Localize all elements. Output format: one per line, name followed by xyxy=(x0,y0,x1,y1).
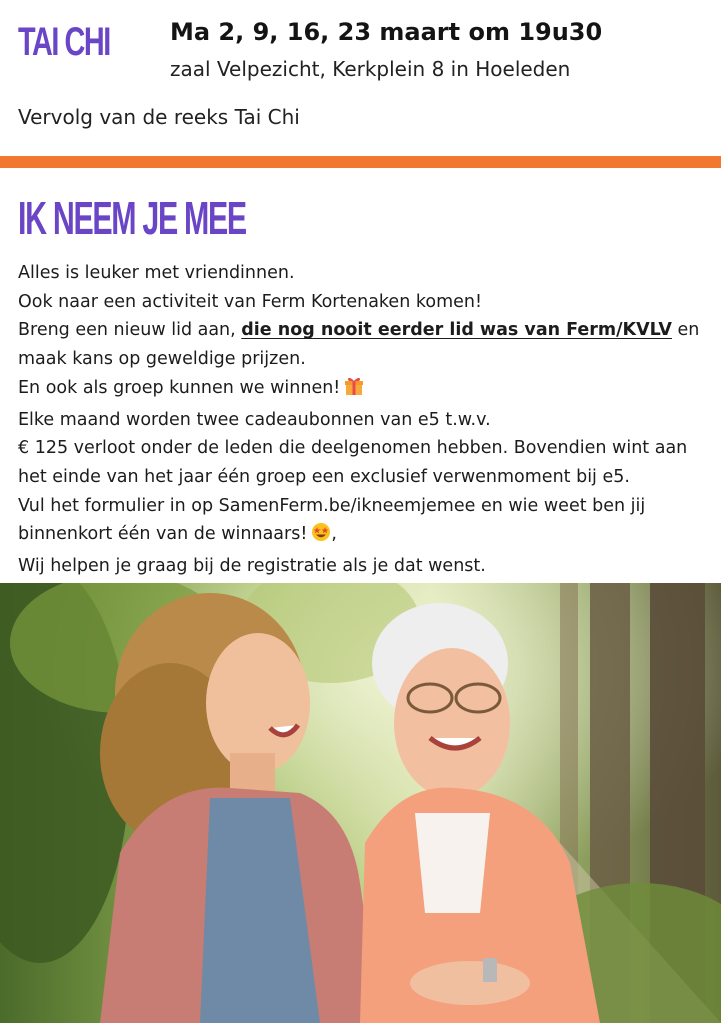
body-line: maak kans op geweldige prijzen. xyxy=(18,349,306,370)
two-women-photo xyxy=(0,583,721,1023)
ikneem-title: IK NEEM JE MEE xyxy=(18,192,246,244)
taichi-dates: Ma 2, 9, 16, 23 maart om 19u30 xyxy=(170,18,603,46)
body-line: het einde van het jaar één groep een exclusief verwenmoment bij e5. xyxy=(18,466,630,487)
body-line xyxy=(18,520,713,552)
body-text-segment: En ook als groep kunnen we winnen! xyxy=(18,377,341,398)
body-line: Ook naar een activiteit van Ferm Kortenaken komen! xyxy=(18,291,482,312)
star-struck-emoji-icon xyxy=(311,522,331,552)
ikneem-body xyxy=(18,259,713,581)
body-line xyxy=(18,374,713,406)
taichi-title: TAI CHI xyxy=(18,20,110,64)
body-line: Elke maand worden twee cadeaubonnen van e5 t.w.v. xyxy=(18,409,491,430)
gift-icon xyxy=(344,376,364,406)
new-member-condition: die nog nooit eerder lid was van Ferm/KVLV xyxy=(241,320,672,341)
taichi-location: zaal Velpezicht, Kerkplein 8 in Hoeleden xyxy=(170,57,571,81)
body-line: Vul het formulier in op SamenFerm.be/ikneemjemee en wie weet ben jij xyxy=(18,495,646,516)
body-line xyxy=(18,316,713,345)
body-line: Wij helpen je graag bij de registratie als je dat wenst. xyxy=(18,556,486,577)
body-text-segment: Breng een nieuw lid aan, xyxy=(18,320,242,341)
taichi-description: Vervolg van de reeks Tai Chi xyxy=(18,105,300,129)
orange-divider xyxy=(0,156,721,168)
body-line: € 125 verloot onder de leden die deelgenomen hebben. Bovendien wint aan xyxy=(18,438,688,459)
body-line: Alles is leuker met vriendinnen. xyxy=(18,263,295,283)
body-text-segment: , xyxy=(331,524,337,545)
body-text-segment: en xyxy=(671,320,700,341)
body-text-segment: binnenkort één van de winnaars! xyxy=(18,524,308,545)
